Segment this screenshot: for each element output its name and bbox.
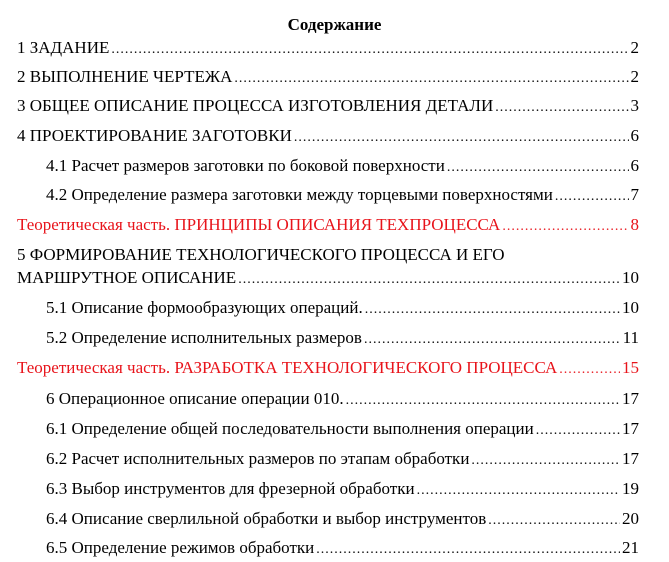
toc-entry-page: 20 — [622, 509, 639, 528]
toc-entry-page: 8 — [630, 215, 639, 234]
dot-leader — [488, 510, 620, 532]
dot-leader — [559, 359, 620, 381]
dot-leader — [495, 97, 628, 119]
toc-entry-6-5[interactable] — [46, 537, 639, 561]
toc-entry-label: Теоретическая часть. ПРИНЦИПЫ ОПИСАНИЯ ТЕХПРОЦЕССА — [17, 215, 501, 234]
toc-entry-4-2[interactable] — [46, 184, 639, 208]
dot-leader — [447, 157, 629, 179]
toc-entry-page: 17 — [622, 419, 639, 438]
dot-leader — [536, 420, 620, 442]
toc-entry-6-1[interactable] — [46, 418, 639, 442]
toc-entry-1[interactable] — [17, 37, 639, 61]
toc-entry-page: 6 — [630, 156, 639, 175]
toc-entry-3[interactable] — [17, 95, 639, 119]
toc-title: Содержание — [287, 15, 382, 34]
toc-entry-label: 6.5 Определение режимов обработки — [46, 538, 315, 557]
toc-entry-page: 10 — [622, 268, 639, 287]
toc-entry-page: 15 — [622, 358, 639, 377]
toc-entry-page: 2 — [630, 38, 639, 57]
toc-entry-label: 6.4 Описание сверлильной обработки и выбор инструментов — [46, 509, 487, 528]
toc-entry-label: 6.3 Выбор инструментов для фрезерной обработки — [46, 479, 415, 498]
toc-entry-page: 17 — [622, 449, 639, 468]
toc-entry-label: 6.2 Расчет исполнительных размеров по этапам обработки — [46, 449, 470, 468]
toc-entry-page: 10 — [622, 298, 639, 317]
toc-entry-6-4[interactable] — [46, 508, 639, 532]
toc-entry-5-1[interactable] — [46, 297, 639, 321]
toc-entry-label: Теоретическая часть. РАЗРАБОТКА ТЕХНОЛОГИЧЕСКОГО ПРОЦЕССА — [17, 358, 558, 377]
toc-entry-4-1[interactable] — [46, 155, 639, 179]
dot-leader — [555, 186, 629, 208]
dot-leader — [417, 480, 620, 502]
toc-entry-label: 4.2 Определение размера заготовки между торцевыми поверхностями — [46, 185, 553, 204]
dot-leader — [365, 299, 620, 321]
toc-entry-page: 6 — [630, 126, 639, 145]
toc-entry-page: 17 — [622, 389, 639, 408]
toc-entry-label: 5.2 Определение исполнительных размеров — [46, 328, 362, 347]
toc-entry-4[interactable] — [17, 125, 639, 149]
dot-leader — [294, 127, 629, 149]
toc-entry-2[interactable] — [17, 66, 639, 90]
dot-leader — [238, 269, 620, 291]
toc-entry-5-2[interactable] — [46, 327, 639, 351]
toc-entry-label: 5.1 Описание формообразующих операций. — [46, 298, 363, 317]
toc-entry-label: 1 ЗАДАНИЕ — [17, 38, 110, 57]
toc-entry-5[interactable] — [17, 267, 639, 291]
toc-entry-theory-2[interactable] — [17, 357, 639, 381]
dot-leader — [316, 539, 620, 561]
toc-entry-page: 7 — [630, 185, 639, 204]
toc-entry-page: 3 — [630, 96, 639, 115]
toc-entry-label: 4.1 Расчет размеров заготовки по боковой поверхности — [46, 156, 445, 175]
toc-entry-5-line1[interactable]: 5 ФОРМИРОВАНИЕ ТЕХНОЛОГИЧЕСКОГО ПРОЦЕССА И ЕГО — [17, 245, 505, 264]
toc-entry-label: 3 ОБЩЕЕ ОПИСАНИЕ ПРОЦЕССА ИЗГОТОВЛЕНИЯ ДЕТАЛИ — [17, 96, 494, 115]
toc-entry-label: 6.1 Определение общей последовательности выполнения операции — [46, 419, 534, 438]
dot-leader — [471, 450, 620, 472]
toc-entry-label: МАРШРУТНОЕ ОПИСАНИЕ — [17, 268, 237, 287]
toc-entry-page: 2 — [630, 67, 639, 86]
dot-leader — [234, 68, 628, 90]
toc-entry-page: 11 — [622, 328, 639, 347]
toc-entry-6-2[interactable] — [46, 448, 639, 472]
toc-entry-page: 19 — [622, 479, 639, 498]
toc-entry-label: 6 Операционное описание операции 010. — [46, 389, 344, 408]
toc-entry-6[interactable] — [46, 388, 639, 412]
toc-entry-page: 21 — [622, 538, 639, 557]
toc-entry-6-3[interactable] — [46, 478, 639, 502]
toc-entry-theory-1[interactable] — [17, 214, 639, 238]
toc-entry-label: 2 ВЫПОЛНЕНИЕ ЧЕРТЕЖА — [17, 67, 233, 86]
dot-leader — [502, 216, 628, 238]
toc-entry-label: 4 ПРОЕКТИРОВАНИЕ ЗАГОТОВКИ — [17, 126, 292, 145]
dot-leader — [364, 329, 621, 351]
dot-leader — [346, 390, 620, 412]
dot-leader — [111, 39, 628, 61]
